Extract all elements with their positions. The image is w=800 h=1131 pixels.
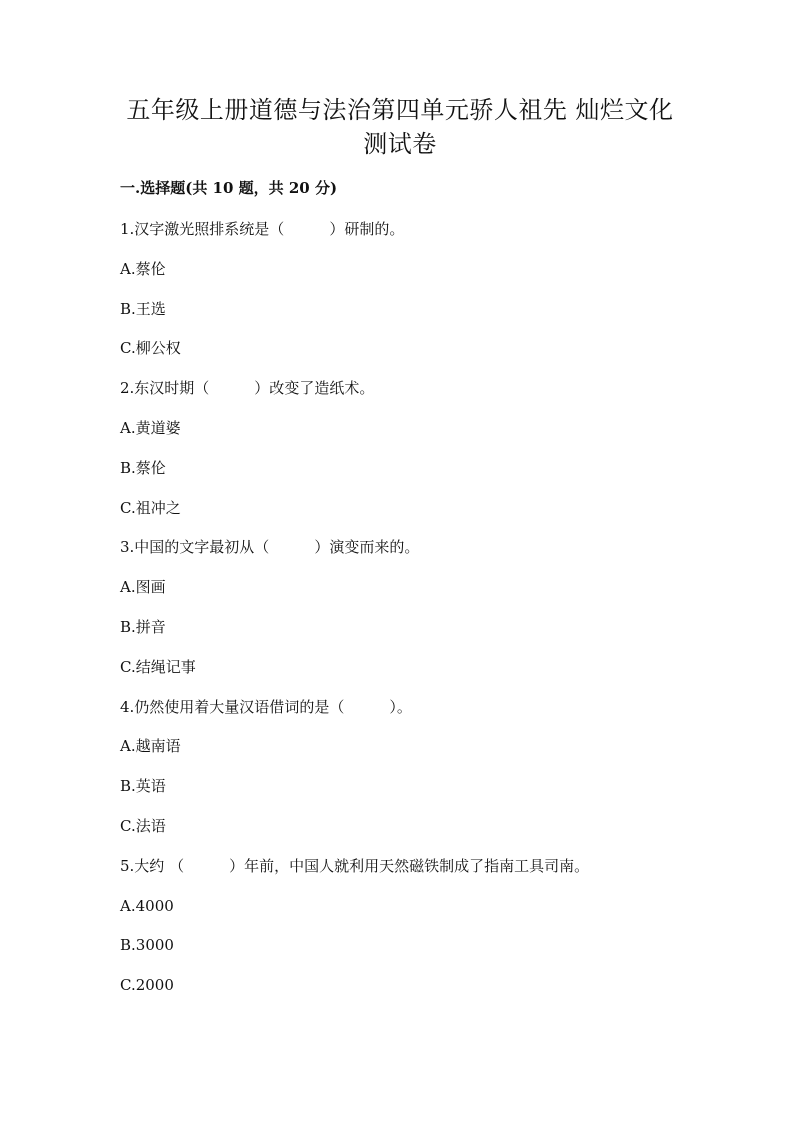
- question-5-stem: 5.大约 （ ）年前，中国人就利用天然磁铁制成了指南工具司南。: [120, 856, 590, 875]
- question-3-option-c: C.结绳记事: [120, 657, 196, 676]
- question-2-option-b: B.蔡伦: [120, 458, 166, 477]
- question-2-option-a: A.黄道婆: [120, 418, 181, 437]
- question-3-option-b: B.拼音: [120, 617, 166, 636]
- question-2-option-c: C.祖冲之: [120, 498, 181, 517]
- question-4-option-c: C.法语: [120, 816, 166, 835]
- question-1-option-a: A.蔡伦: [120, 259, 166, 278]
- question-list: [120, 219, 720, 1015]
- question-3-option-a: A.图画: [120, 578, 166, 597]
- question-1-stem: 1.汉字激光照排系统是（ ）研制的。: [120, 220, 405, 238]
- question-4-stem: 4.仍然使用着大量汉语借词的是（ ）。: [120, 697, 412, 716]
- question-3-stem: 3.中国的文字最初从（ ）演变而来的。: [120, 538, 420, 557]
- exam-title-line-2: 测试卷: [363, 130, 437, 158]
- exam-title-line-1: 五年级上册道德与法治第四单元骄人祖先 灿烂文化: [126, 96, 674, 124]
- question-1-option-b: B.王选: [120, 299, 166, 318]
- question-4-option-b: B.英语: [120, 777, 166, 796]
- question-4-option-a: A.越南语: [120, 737, 181, 756]
- question-5-option-b: B.3000: [120, 936, 174, 955]
- question-5-option-a: A.4000: [120, 896, 174, 915]
- question-5-option-c: C.2000: [120, 976, 174, 995]
- question-1-option-c: C.柳公权: [120, 339, 181, 358]
- question-2-stem: 2.东汉时期（ ）改变了造纸术。: [120, 379, 375, 398]
- section-heading-multiple-choice: 一.选择题(共 10 题，共 20 分): [120, 179, 338, 197]
